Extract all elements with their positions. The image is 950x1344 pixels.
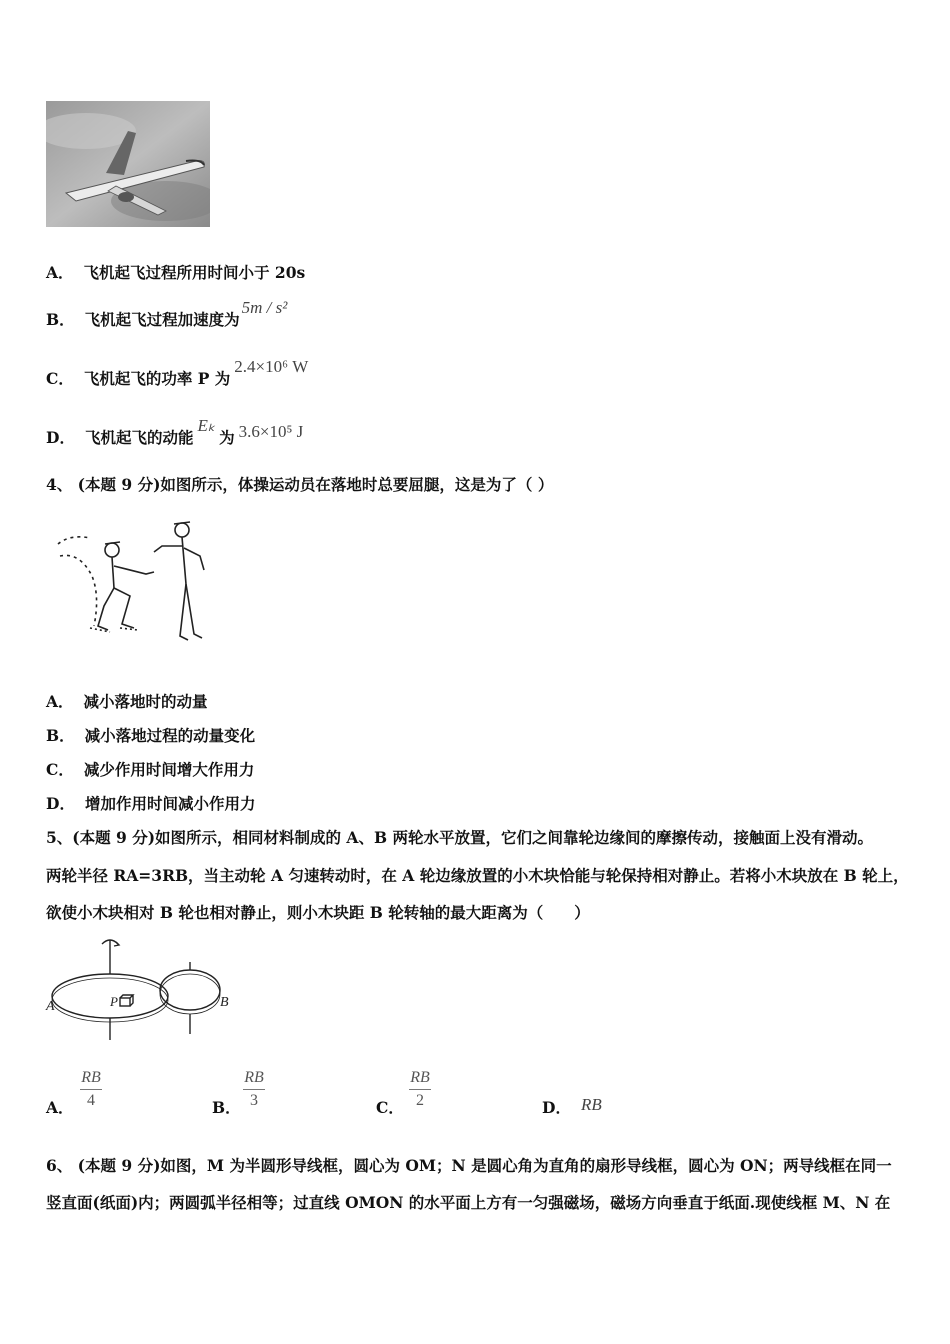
q4-stem: 4、 (本题 9 分)如图所示，体操运动员在落地时总要屈腿，这是为了（ ） xyxy=(46,475,554,494)
q5-option-a-fraction: RB 4 xyxy=(81,1069,101,1109)
q4-option-c: C． 减少作用时间增大作用力 xyxy=(46,760,255,779)
q3-option-c: C． 飞机起飞的功率 P 为2.4×10⁶ W xyxy=(46,357,309,388)
q3-option-a: A． 飞机起飞过程所用时间小于 20s xyxy=(46,263,306,282)
q5-option-d: D． RB xyxy=(542,1095,602,1117)
q4-option-a: A． 减小落地时的动量 xyxy=(46,692,208,711)
q3-option-b: B． 飞机起飞过程加速度为5m / s² xyxy=(46,298,288,329)
q5-option-b-fraction: RB 3 xyxy=(244,1069,264,1109)
q5-option-c-fraction: RB 2 xyxy=(410,1069,430,1109)
q4-option-b: B． 减小落地过程的动量变化 xyxy=(46,726,256,745)
q5-stem-line1: 5、(本题 9 分)如图所示，相同材料制成的 A、B 两轮水平放置，它们之间靠轮边缘间的摩擦传动，接触面上没有滑动。 xyxy=(46,828,873,847)
q5-stem-line3: 欲使小木块相对 B 轮也相对静止，则小木块距 B 轮转轴的最大距离为（ ） xyxy=(46,903,590,922)
q5-option-c-label: C． xyxy=(376,1098,404,1117)
wheel-a-label: A xyxy=(46,999,55,1014)
q5-option-a-label: A． xyxy=(46,1098,74,1117)
wheels-figure xyxy=(42,930,242,1042)
airplane-photo xyxy=(46,101,210,227)
block-p-label: P xyxy=(110,994,118,1009)
q6-stem-line2: 竖直面(纸面)内；两圆弧半径相等；过直线 OMON 的水平面上方有一匀强磁场，磁场方向垂直于纸面.现使线框 M、N 在 xyxy=(46,1193,891,1212)
q4-option-d: D． 增加作用时间减小作用力 xyxy=(46,794,256,813)
wheel-b-label: B xyxy=(220,995,229,1010)
q5-option-b-label: B． xyxy=(212,1098,241,1117)
q5-stem-line2: 两轮半径 RA=3RB，当主动轮 A 匀速转动时，在 A 轮边缘放置的小木块恰能与轮保持相对静止。若将小木块放在 B 轮上， xyxy=(46,866,909,885)
gymnast-figure xyxy=(50,516,220,646)
q6-stem-line1: 6、 (本题 9 分)如图，M 为半圆形导线框，圆心为 OM；N 是圆心角为直角的扇形导线框，圆心为 ON；两导线框在同一 xyxy=(46,1156,892,1175)
q3-option-d: D． 飞机起飞的动能Eₖ为 3.6×10⁵ J xyxy=(46,416,304,447)
